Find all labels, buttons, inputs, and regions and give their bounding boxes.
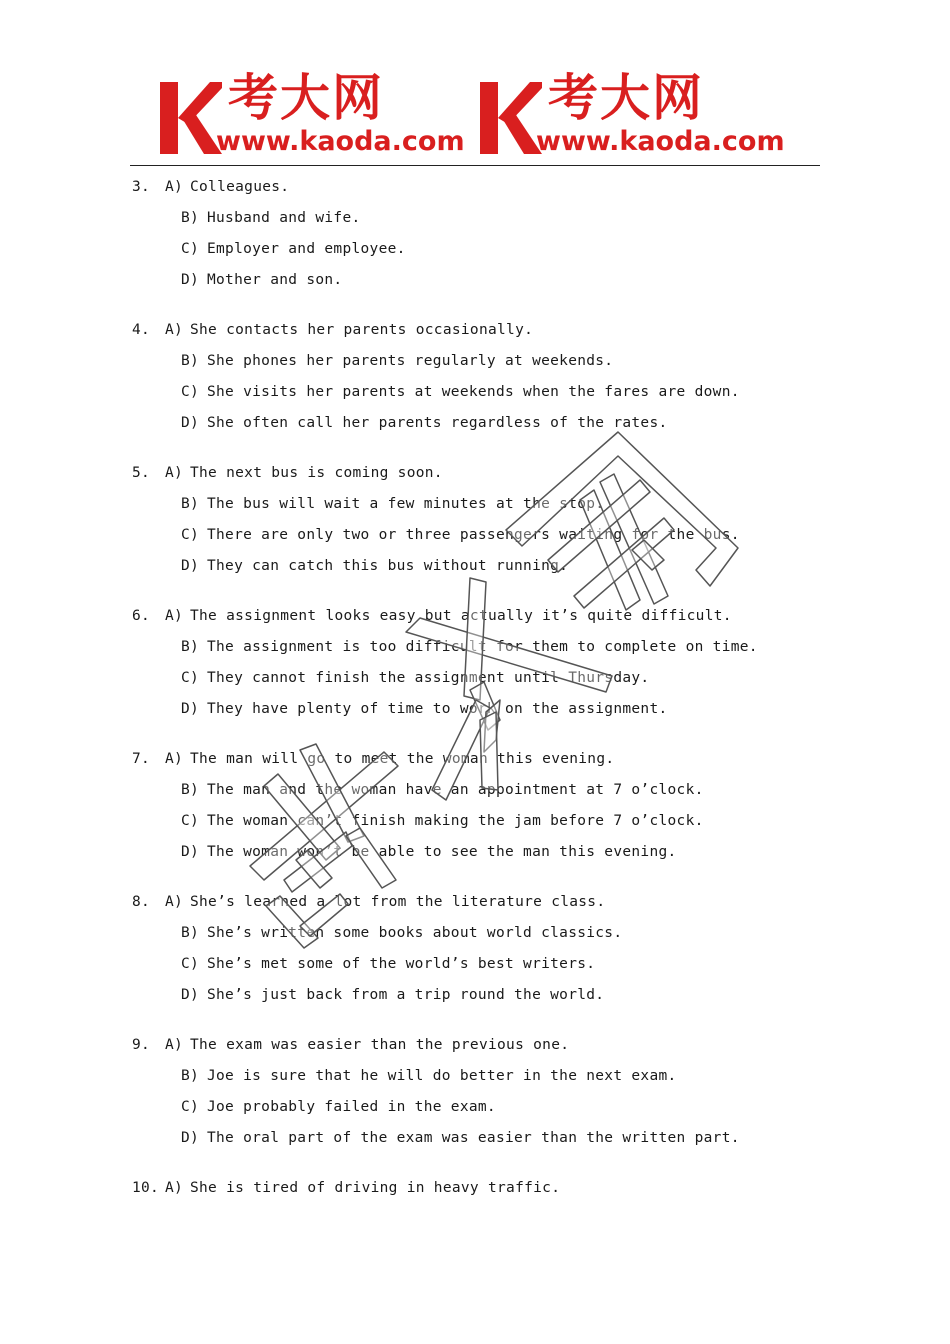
option-text: The man and the woman have an appointment at 7 o’clock. bbox=[207, 782, 704, 798]
kaoda-logo bbox=[478, 70, 798, 162]
option-text: Mother and son. bbox=[207, 272, 343, 288]
option-text: She often call her parents regardless of the rates. bbox=[207, 415, 668, 431]
option-row bbox=[0, 315, 950, 346]
option-letter: C) bbox=[181, 384, 200, 400]
option-text: There are only two or three passengers waiting for the bus. bbox=[207, 527, 740, 543]
option-row bbox=[0, 1030, 950, 1061]
option-row bbox=[0, 520, 950, 551]
option-row bbox=[0, 265, 950, 296]
option-text: The assignment is too difficult for them to complete on time. bbox=[207, 639, 758, 655]
option-letter: B) bbox=[181, 353, 200, 369]
option-row bbox=[0, 377, 950, 408]
option-text: She’s learned a lot from the literature class. bbox=[190, 894, 606, 910]
option-text: She visits her parents at weekends when the fares are down. bbox=[207, 384, 740, 400]
option-row bbox=[0, 408, 950, 439]
option-letter: A) bbox=[165, 608, 184, 624]
option-row bbox=[0, 837, 950, 868]
option-letter: A) bbox=[165, 751, 184, 767]
option-letter: A) bbox=[165, 1180, 184, 1196]
option-letter: B) bbox=[181, 639, 200, 655]
option-text: Joe probably failed in the exam. bbox=[207, 1099, 496, 1115]
option-text: She phones her parents regularly at weekends. bbox=[207, 353, 614, 369]
option-letter: A) bbox=[165, 179, 184, 195]
logo-chinese-text: 考大网 bbox=[228, 69, 384, 127]
question-list bbox=[0, 172, 950, 1223]
question-number: 9. bbox=[132, 1037, 151, 1053]
option-text: The oral part of the exam was easier than the written part. bbox=[207, 1130, 740, 1146]
option-text: The exam was easier than the previous one. bbox=[190, 1037, 570, 1053]
option-row bbox=[0, 694, 950, 725]
header-divider bbox=[130, 165, 820, 166]
option-letter: C) bbox=[181, 670, 200, 686]
question-number: 8. bbox=[132, 894, 151, 910]
option-letter: B) bbox=[181, 782, 200, 798]
option-text: She is tired of driving in heavy traffic. bbox=[190, 1180, 561, 1196]
option-text: Employer and employee. bbox=[207, 241, 406, 257]
option-letter: A) bbox=[165, 465, 184, 481]
option-row bbox=[0, 775, 950, 806]
option-row bbox=[0, 744, 950, 775]
question-number: 4. bbox=[132, 322, 151, 338]
option-letter: C) bbox=[181, 1099, 200, 1115]
option-letter: A) bbox=[165, 322, 184, 338]
k-logo-icon bbox=[158, 78, 222, 158]
question-number: 6. bbox=[132, 608, 151, 624]
question-5 bbox=[0, 458, 950, 582]
option-row bbox=[0, 458, 950, 489]
option-text: She’s just back from a trip round the world. bbox=[207, 987, 605, 1003]
option-row bbox=[0, 887, 950, 918]
option-text: The assignment looks easy but actually it’s quite difficult. bbox=[190, 608, 732, 624]
option-row bbox=[0, 551, 950, 582]
option-row bbox=[0, 980, 950, 1011]
question-4 bbox=[0, 315, 950, 439]
question-7 bbox=[0, 744, 950, 868]
option-row bbox=[0, 918, 950, 949]
option-letter: C) bbox=[181, 813, 200, 829]
option-letter: D) bbox=[181, 1130, 200, 1146]
option-text: They have plenty of time to work on the assignment. bbox=[207, 701, 668, 717]
question-3 bbox=[0, 172, 950, 296]
question-8 bbox=[0, 887, 950, 1011]
question-number: 7. bbox=[132, 751, 151, 767]
question-10 bbox=[0, 1173, 950, 1204]
option-letter: D) bbox=[181, 987, 200, 1003]
option-letter: D) bbox=[181, 272, 200, 288]
option-row bbox=[0, 489, 950, 520]
option-row bbox=[0, 949, 950, 980]
option-text: She contacts her parents occasionally. bbox=[190, 322, 534, 338]
option-text: Colleagues. bbox=[190, 179, 290, 195]
logo-url-text: www.kaoda.com bbox=[536, 126, 785, 157]
option-text: Husband and wife. bbox=[207, 210, 361, 226]
k-logo-icon bbox=[478, 78, 542, 158]
option-row bbox=[0, 663, 950, 694]
option-row bbox=[0, 346, 950, 377]
option-row bbox=[0, 1123, 950, 1154]
option-letter: C) bbox=[181, 527, 200, 543]
option-row bbox=[0, 1092, 950, 1123]
option-row bbox=[0, 203, 950, 234]
option-text: She’s met some of the world’s best writers. bbox=[207, 956, 596, 972]
option-text: The woman can’t finish making the jam before 7 o’clock. bbox=[207, 813, 704, 829]
kaoda-logo bbox=[158, 70, 478, 162]
option-text: They cannot finish the assignment until Thursday. bbox=[207, 670, 650, 686]
option-row bbox=[0, 632, 950, 663]
option-letter: B) bbox=[181, 1068, 200, 1084]
question-number: 3. bbox=[132, 179, 151, 195]
option-text: The next bus is coming soon. bbox=[190, 465, 443, 481]
option-row bbox=[0, 1061, 950, 1092]
option-letter: A) bbox=[165, 894, 184, 910]
option-letter: D) bbox=[181, 701, 200, 717]
option-letter: D) bbox=[181, 844, 200, 860]
option-row bbox=[0, 172, 950, 203]
page-header bbox=[0, 0, 950, 170]
option-letter: B) bbox=[181, 925, 200, 941]
option-letter: B) bbox=[181, 210, 200, 226]
question-number: 10. bbox=[132, 1180, 160, 1196]
question-9 bbox=[0, 1030, 950, 1154]
option-row bbox=[0, 1173, 950, 1204]
option-row bbox=[0, 234, 950, 265]
option-text: The bus will wait a few minutes at the stop. bbox=[207, 496, 605, 512]
option-letter: C) bbox=[181, 956, 200, 972]
option-letter: D) bbox=[181, 558, 200, 574]
option-letter: A) bbox=[165, 1037, 184, 1053]
option-text: The woman won’t be able to see the man this evening. bbox=[207, 844, 677, 860]
option-letter: C) bbox=[181, 241, 200, 257]
logo-chinese-text: 考大网 bbox=[548, 69, 704, 127]
question-6 bbox=[0, 601, 950, 725]
option-row bbox=[0, 601, 950, 632]
logo-url-text: www.kaoda.com bbox=[216, 126, 465, 157]
option-text: Joe is sure that he will do better in the next exam. bbox=[207, 1068, 677, 1084]
option-text: She’s written some books about world classics. bbox=[207, 925, 623, 941]
option-text: The man will go to meet the woman this evening. bbox=[190, 751, 615, 767]
option-text: They can catch this bus without running. bbox=[207, 558, 569, 574]
option-letter: B) bbox=[181, 496, 200, 512]
option-row bbox=[0, 806, 950, 837]
question-number: 5. bbox=[132, 465, 151, 481]
option-letter: D) bbox=[181, 415, 200, 431]
